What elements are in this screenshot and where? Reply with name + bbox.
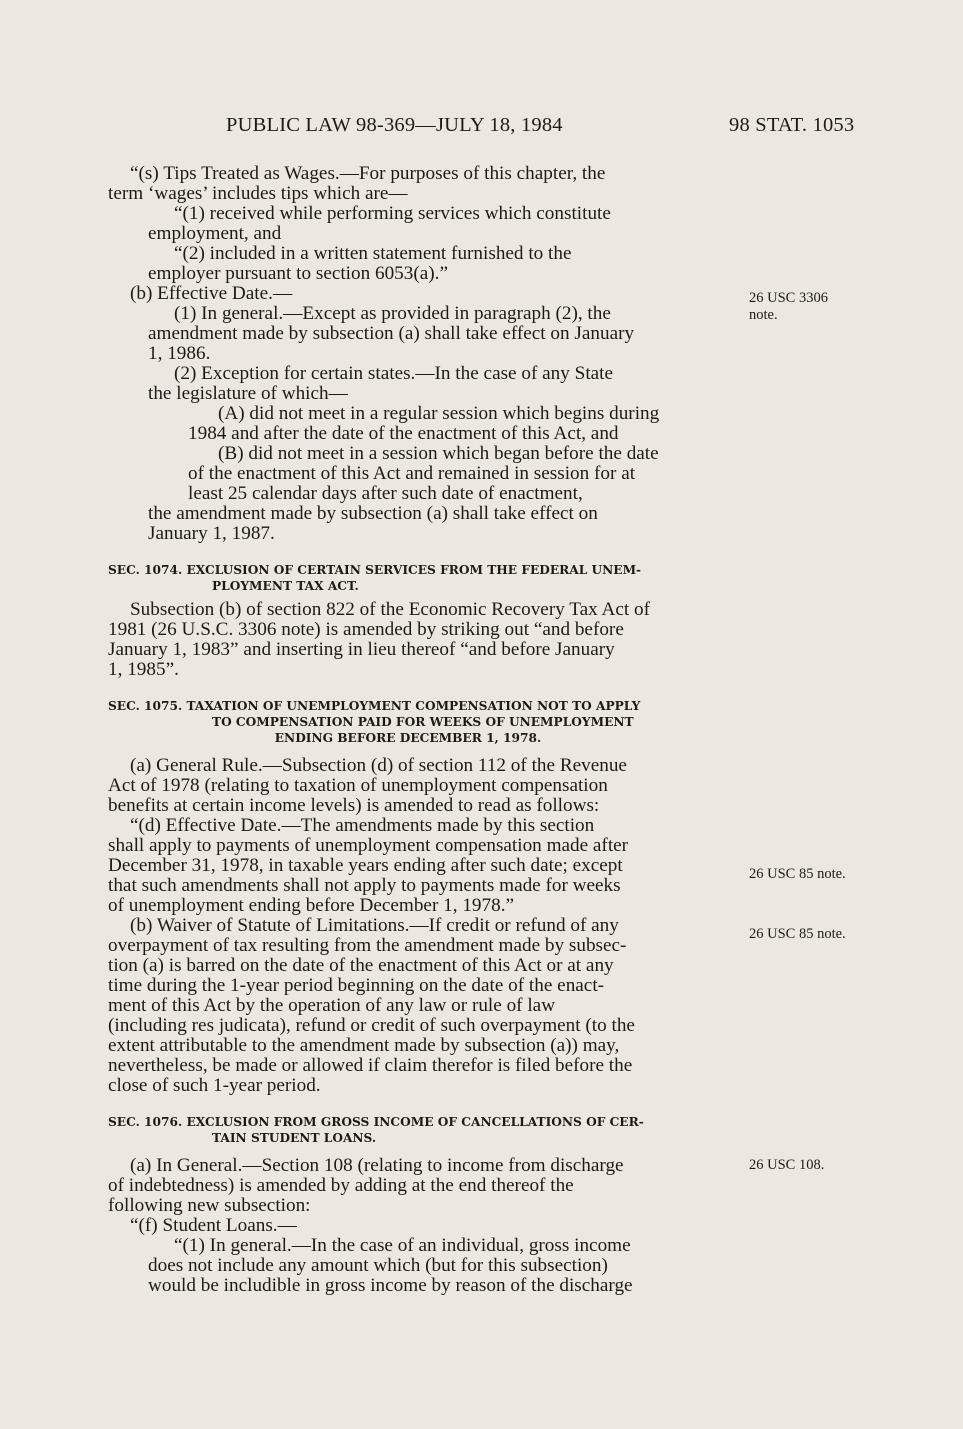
text-line: that such amendments shall not apply to payments made for weeks	[108, 875, 621, 896]
margin-note-line: 26 USC 3306	[749, 290, 828, 306]
text-line: 1984 and after the date of the enactment of this Act, and	[188, 423, 619, 444]
section-heading-cont: TO COMPENSATION PAID FOR WEEKS OF UNEMPLOYMENT	[212, 715, 634, 729]
text-line: Subsection (b) of section 822 of the Economic Recovery Tax Act of	[130, 599, 650, 620]
section-heading: SEC. 1076. EXCLUSION FROM GROSS INCOME OF CANCELLATIONS OF CER-	[108, 1115, 644, 1129]
text-line: the legislature of which—	[148, 383, 348, 404]
section-heading-cont: PLOYMENT TAX ACT.	[212, 579, 359, 593]
section-heading-cont: ENDING BEFORE DECEMBER 1, 1978.	[274, 731, 542, 745]
text-line: amendment made by subsection (a) shall take effect on January	[148, 323, 635, 344]
text-line: of the enactment of this Act and remained in session for at	[188, 463, 636, 484]
text-line: (including res judicata), refund or credit of such overpayment (to the	[108, 1015, 635, 1036]
text-line: 1, 1986.	[148, 343, 211, 364]
text-line: (a) General Rule.—Subsection (d) of section 112 of the Revenue	[130, 755, 627, 776]
text-line: shall apply to payments of unemployment compensation made after	[108, 835, 629, 856]
text-line: tion (a) is barred on the date of the enactment of this Act or at any	[108, 955, 614, 976]
text-line: nevertheless, be made or allowed if claim therefor is filed before the	[108, 1055, 633, 1076]
text-line: (a) In General.—Section 108 (relating to income from discharge	[130, 1155, 624, 1176]
text-line: (b) Effective Date.—	[130, 283, 293, 304]
margin-note	[749, 290, 828, 324]
text-line: would be includible in gross income by reason of the discharge	[148, 1275, 633, 1296]
margin-note: 26 USC 85 note.	[749, 866, 846, 882]
margin-note: 26 USC 108.	[749, 1157, 825, 1173]
margin-note-line: note.	[749, 307, 778, 323]
text-line: “(2) included in a written statement furnished to the	[174, 243, 572, 264]
margin-note: 26 USC 85 note.	[749, 926, 846, 942]
text-line: 1, 1985”.	[108, 659, 179, 680]
text-line: (b) Waiver of Statute of Limitations.—If credit or refund of any	[130, 915, 619, 936]
text-line: following new subsection:	[108, 1195, 311, 1216]
text-line: Act of 1978 (relating to taxation of unemployment compensation	[108, 775, 608, 796]
header-title: PUBLIC LAW 98-369—JULY 18, 1984	[226, 114, 563, 136]
text-line: employer pursuant to section 6053(a).”	[148, 263, 448, 284]
text-line: does not include any amount which (but for this subsection)	[148, 1255, 608, 1276]
section-heading: SEC. 1075. TAXATION OF UNEMPLOYMENT COMPENSATION NOT TO APPLY	[108, 699, 641, 713]
text-line: of indebtedness) is amended by adding at the end thereof the	[108, 1175, 574, 1196]
text-line: (2) Exception for certain states.—In the case of any State	[174, 363, 614, 384]
text-line: “(d) Effective Date.—The amendments made by this section	[130, 815, 595, 836]
text-line: benefits at certain income levels) is amended to read as follows:	[108, 795, 600, 816]
text-line: January 1, 1983” and inserting in lieu thereof “and before January	[108, 639, 615, 660]
text-line: least 25 calendar days after such date of enactment,	[188, 483, 583, 504]
text-line: December 31, 1978, in taxable years ending after such date; except	[108, 855, 623, 876]
section-heading: SEC. 1074. EXCLUSION OF CERTAIN SERVICES FROM THE FEDERAL UNEM-	[108, 563, 642, 577]
text-line: 1981 (26 U.S.C. 3306 note) is amended by striking out “and before	[108, 619, 624, 640]
text-line: “(1) received while performing services which constitute	[174, 203, 611, 224]
text-line: employment, and	[148, 223, 282, 244]
document-body	[108, 164, 738, 1296]
text-line: close of such 1-year period.	[108, 1075, 321, 1096]
text-line: term ‘wages’ includes tips which are—	[108, 183, 408, 204]
section-heading-cont: TAIN STUDENT LOANS.	[212, 1131, 377, 1145]
text-line: “(f) Student Loans.—	[130, 1215, 297, 1236]
text-line: (B) did not meet in a session which began before the date	[218, 443, 659, 464]
text-line: (A) did not meet in a regular session which begins during	[218, 403, 660, 424]
text-line: January 1, 1987.	[148, 523, 275, 544]
page-header	[0, 114, 963, 144]
header-stat-page: 98 STAT. 1053	[729, 114, 855, 136]
text-line: ment of this Act by the operation of any law or rule of law	[108, 995, 556, 1016]
text-line: “(s) Tips Treated as Wages.—For purposes of this chapter, the	[130, 163, 606, 184]
text-line: “(1) In general.—In the case of an individual, gross income	[174, 1235, 631, 1256]
text-line: of unemployment ending before December 1, 1978.”	[108, 895, 515, 916]
text-line: overpayment of tax resulting from the amendment made by subsec-	[108, 935, 627, 956]
text-line: the amendment made by subsection (a) shall take effect on	[148, 503, 598, 524]
text-line: (1) In general.—Except as provided in paragraph (2), the	[174, 303, 611, 324]
text-line: time during the 1-year period beginning on the date of the enact-	[108, 975, 605, 996]
text-line: extent attributable to the amendment made by subsection (a)) may,	[108, 1035, 620, 1056]
